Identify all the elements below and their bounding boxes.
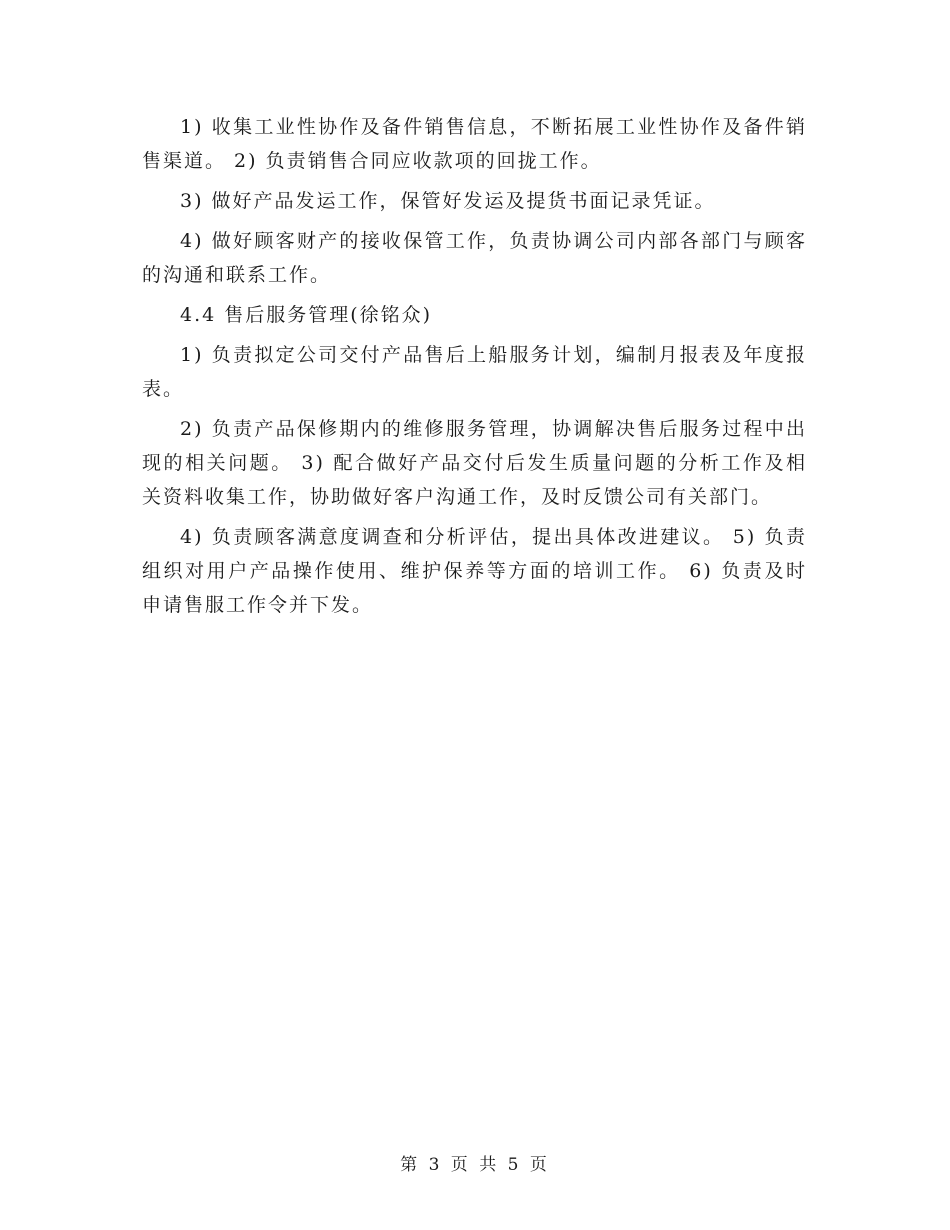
section-heading-after-sales: 4.4 售后服务管理(徐铭众): [180, 304, 433, 326]
paragraph-shipping: 3) 做好产品发运工作，保管好发运及提货书面记录凭证。: [180, 190, 716, 212]
paragraph-customer-property: 4) 做好顾客财产的接收保管工作，负责协调公司内部各部门与顾客的沟通和联系工作。: [142, 230, 807, 286]
document-body: [142, 110, 807, 628]
paragraph-satisfaction-training: 4) 负责顾客满意度调查和分析评估，提出具体改进建议。 5) 负责组织对用户产品操作使用、维护保养等方面的培训工作。 6) 负责及时申请售服工作令并下发。: [142, 526, 807, 616]
paragraph-warranty-service: 2) 负责产品保修期内的维修服务管理，协调解决售后服务过程中出现的相关问题。 3) 配合做好产品交付后发生质量问题的分析工作及相关资料收集工作，协助做好客户沟通工作，及时反馈公司有关部门。: [142, 418, 807, 508]
paragraph-service-plan: 1) 负责拟定公司交付产品售后上船服务计划，编制月报表及年度报表。: [142, 344, 807, 400]
page-number-footer: 第 3 页 共 5 页: [400, 1155, 550, 1175]
paragraph-sales-info: 1) 收集工业性协作及备件销售信息，不断拓展工业性协作及备件销售渠道。 2) 负责销售合同应收款项的回拢工作。: [142, 116, 807, 172]
